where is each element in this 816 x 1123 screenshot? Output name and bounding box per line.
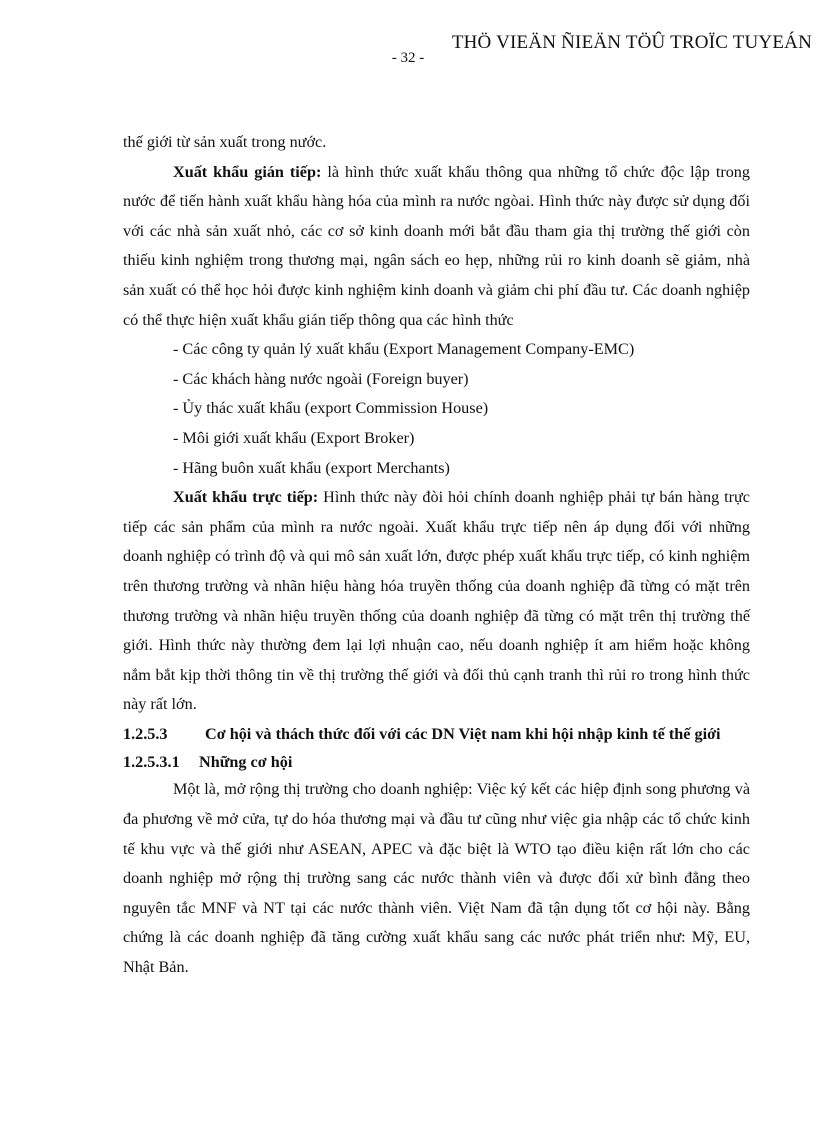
page-number: - 32 - — [391, 50, 425, 66]
paragraph-direct-export — [123, 483, 750, 720]
paragraph-opportunities: Một là, mở rộng thị trường cho doanh nghiệp: Việc ký kết các hiệp định song phương và đa phương về mở cửa, tự do hóa thương mại và đầu tư cũng như việc gia nhập các tổ chức kinh tế khu vực và thế giới như ASEAN, APEC và đặc biệt là WTO tạo điều kiện rất lớn cho các doanh nghiệp mở rộng thị trường sang các nước thành viên và được đối xử bình đẳng theo nguyên tắc MNF và NT tại các nước thành viên. Việt Nam đã tận dụng tốt cơ hội này. Bằng chứng là các doanh nghiệp đã tăng cường xuất khẩu sang các nước phát triển như: Mỹ, EU, Nhật Bản. — [123, 780, 750, 977]
subsection-number: 1.2.5.3.1 — [123, 753, 180, 772]
paragraph-continuation: thế giới từ sản xuất trong nước. — [123, 133, 327, 151]
header-site-title: THÖ VIEÄN ÑIEÄN TÖÛ TROÏC TUYEÁN — [451, 32, 812, 53]
section-title: Cơ hội và thách thức đối với các DN Việt nam khi hội nhập kinh tế thế giới — [205, 724, 721, 743]
subsection-heading — [123, 749, 750, 775]
direct-export-text: Hình thức này đòi hỏi chính doanh nghiệp phải tự bán hàng trực tiếp các sản phẩm của mình ra nước ngoài. Xuất khẩu trực tiếp nên áp dụng đối với những doanh nghiệp có trình độ và qui mô sản xuất lớn, được phép xuất khẩu trực tiếp, có kinh nghiệm trên thương trường và nhãn hiệu hàng hóa truyền thống của doanh nghiệp đã từng có mặt trên thương trường và nhãn hiệu truyền thống của doanh nghiệp đã từng có mặt trên thị trường thế giới. Hình thức này thường đem lại lợi nhuận cao, nếu doanh nghiệp ít am hiểm hoặc không nắm bắt kịp thời thông tin về thị trường thế giới và đối thủ cạnh tranh thì rủi ro trong hình thức này rất lớn. — [123, 488, 750, 714]
list-item: - Các công ty quản lý xuất khẩu (Export Management Company-EMC) — [173, 340, 635, 359]
paragraph-indirect-export — [123, 158, 750, 336]
list-item: - Hãng buôn xuất khẩu (export Merchants) — [173, 458, 450, 477]
list-item: - Các khách hàng nước ngoài (Foreign buyer) — [173, 369, 469, 388]
term-direct-export: Xuất khẩu trực tiếp: — [173, 488, 319, 507]
document-body — [123, 128, 750, 983]
section-heading — [123, 720, 750, 750]
term-indirect-export: Xuất khẩu gián tiếp: — [173, 162, 322, 181]
subsection-title: Những cơ hội — [199, 753, 293, 772]
indirect-export-text: là hình thức xuất khẩu thông qua những tổ chức độc lập trong nước để tiến hành xuất khẩu hàng hóa của mình ra nước ngòai. Hình thức này được sử dụng đối với các nhà sản xuất nhỏ, các cơ sở kinh doanh mới bắt đầu tham gia thị trường thế giới còn thiếu kinh nghiệm trong thương mại, ngân sách eo hẹp, những rủi ro kinh doanh sẽ giảm, nhà sản xuất có thể học hỏi được kinh nghiệm kinh doanh và giảm chi phí đầu tư. Các doanh nghiệp có thể thực hiện xuất khẩu gián tiếp thông qua các hình thức — [123, 162, 750, 329]
list-item: - Môi giới xuất khẩu (Export Broker) — [173, 428, 415, 447]
section-number: 1.2.5.3 — [123, 724, 168, 743]
list-item: - Ủy thác xuất khẩu (export Commission House) — [173, 399, 489, 418]
